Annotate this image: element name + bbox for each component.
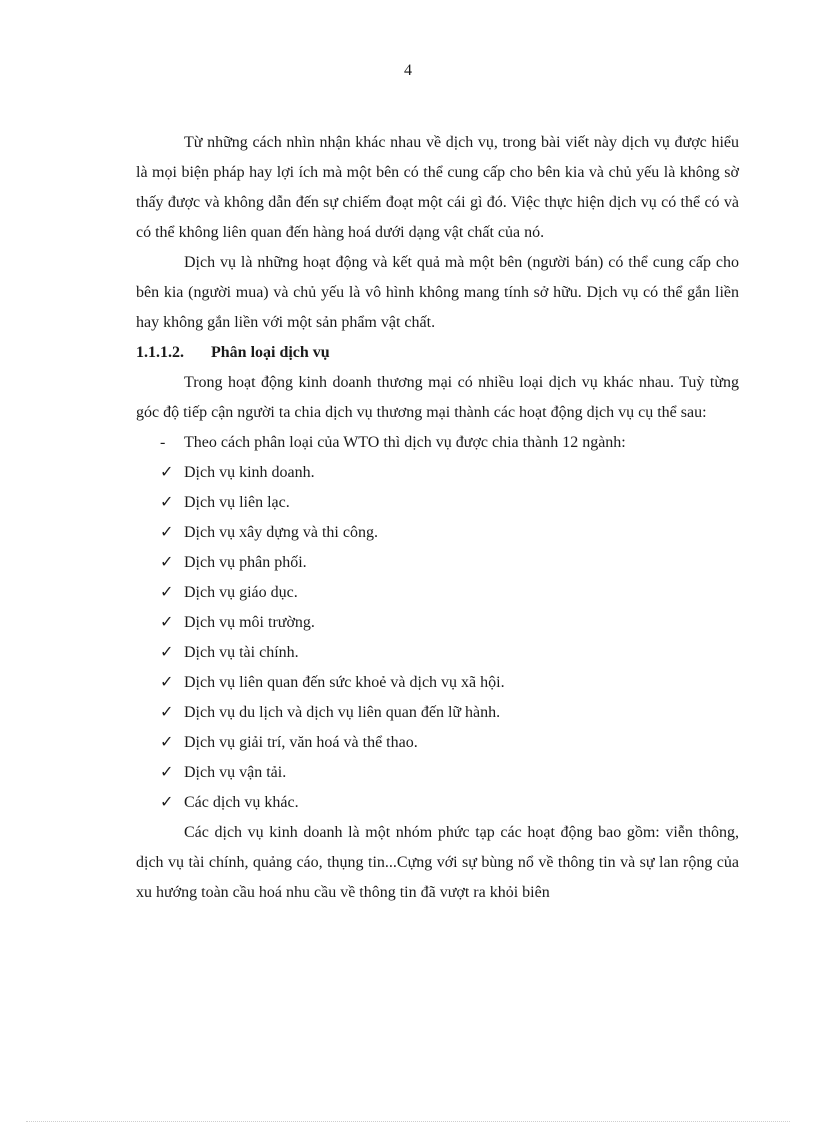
checkmark-icon: ✓ xyxy=(160,794,174,811)
list-item-text: Dịch vụ xây dựng và thi công. xyxy=(184,524,378,541)
list-item-text: Dịch vụ giải trí, văn hoá và thể thao. xyxy=(184,734,418,751)
checkmark-icon: ✓ xyxy=(160,644,174,661)
section-heading xyxy=(136,338,739,368)
list-item xyxy=(136,548,739,578)
list-item-text: Dịch vụ liên quan đến sức khoẻ và dịch vụ xã hội. xyxy=(184,674,505,691)
page-number: 4 xyxy=(404,62,412,79)
list-item-text: Dịch vụ phân phối. xyxy=(184,554,307,571)
section-title: Phân loại dịch vụ xyxy=(211,344,330,361)
dash-list-item xyxy=(136,428,739,458)
list-item xyxy=(136,638,739,668)
paragraph-service-definition: Từ những cách nhìn nhận khác nhau về dịch vụ, trong bài viết này dịch vụ được hiểu là mọi biện pháp hay lợi ích mà một bên có thể cung cấp cho bên kia và chủ yếu là không sờ thấy được và không dẫn đến sự chiếm đoạt một cái gì đó. Việc thực hiện dịch vụ có thể có và có thể không liên quan đến hàng hoá dưới dạng vật chất của nó. xyxy=(136,134,739,241)
checkmark-icon: ✓ xyxy=(160,674,174,691)
list-item xyxy=(136,608,739,638)
checkmark-icon: ✓ xyxy=(160,764,174,781)
list-item-text: Các dịch vụ khác. xyxy=(184,794,299,811)
list-item-text: Dịch vụ môi trường. xyxy=(184,614,315,631)
checkmark-icon: ✓ xyxy=(160,494,174,511)
paragraph-business-services: Các dịch vụ kinh doanh là một nhóm phức tạp các hoạt động bao gồm: viễn thông, dịch vụ tài chính, quảng cáo, thụng tin...Cựng với sự bùng nổ về thông tin và sự lan rộng của xu hướng toàn cầu hoá nhu cầu về thông tin đã vượt ra khỏi biên xyxy=(136,824,739,901)
list-item xyxy=(136,728,739,758)
list-item xyxy=(136,458,739,488)
list-item-text: Dịch vụ liên lạc. xyxy=(184,494,290,511)
list-item xyxy=(136,518,739,548)
list-item xyxy=(136,488,739,518)
dash-item-text: Theo cách phân loại của WTO thì dịch vụ được chia thành 12 ngành: xyxy=(184,434,626,451)
checkmark-icon: ✓ xyxy=(160,614,174,631)
list-item xyxy=(136,758,739,788)
list-item xyxy=(136,788,739,818)
checkmark-icon: ✓ xyxy=(160,704,174,721)
list-item-text: Dịch vụ kinh doanh. xyxy=(184,464,315,481)
checkmark-icon: ✓ xyxy=(160,524,174,541)
checkmark-icon: ✓ xyxy=(160,584,174,601)
list-item xyxy=(136,668,739,698)
checkmark-icon: ✓ xyxy=(160,464,174,481)
document-body xyxy=(136,128,739,908)
list-item-text: Dịch vụ du lịch và dịch vụ liên quan đến lữ hành. xyxy=(184,704,501,721)
list-item-text: Dịch vụ vận tải. xyxy=(184,764,287,781)
page-bottom-divider xyxy=(26,1121,790,1122)
paragraph-classification: Trong hoạt động kinh doanh thương mại có nhiều loại dịch vụ khác nhau. Tuỳ từng góc độ tiếp cận người ta chia dịch vụ thương mại thành các hoạt động dịch vụ cụ thể sau: xyxy=(136,374,739,421)
list-item-text: Dịch vụ tài chính. xyxy=(184,644,299,661)
list-item xyxy=(136,578,739,608)
checkmark-icon: ✓ xyxy=(160,554,174,571)
paragraph-service-activities: Dịch vụ là những hoạt động và kết quả mà một bên (người bán) có thể cung cấp cho bên kia (người mua) và chủ yếu là vô hình không mang tính sở hữu. Dịch vụ có thể gắn liền hay không gắn liền với một sản phẩm vật chất. xyxy=(136,254,739,331)
dash-marker: - xyxy=(160,434,166,451)
checkmark-icon: ✓ xyxy=(160,734,174,751)
list-item xyxy=(136,698,739,728)
section-number: 1.1.1.2. xyxy=(136,344,184,361)
service-list xyxy=(136,428,739,818)
list-item-text: Dịch vụ giáo dục. xyxy=(184,584,298,601)
